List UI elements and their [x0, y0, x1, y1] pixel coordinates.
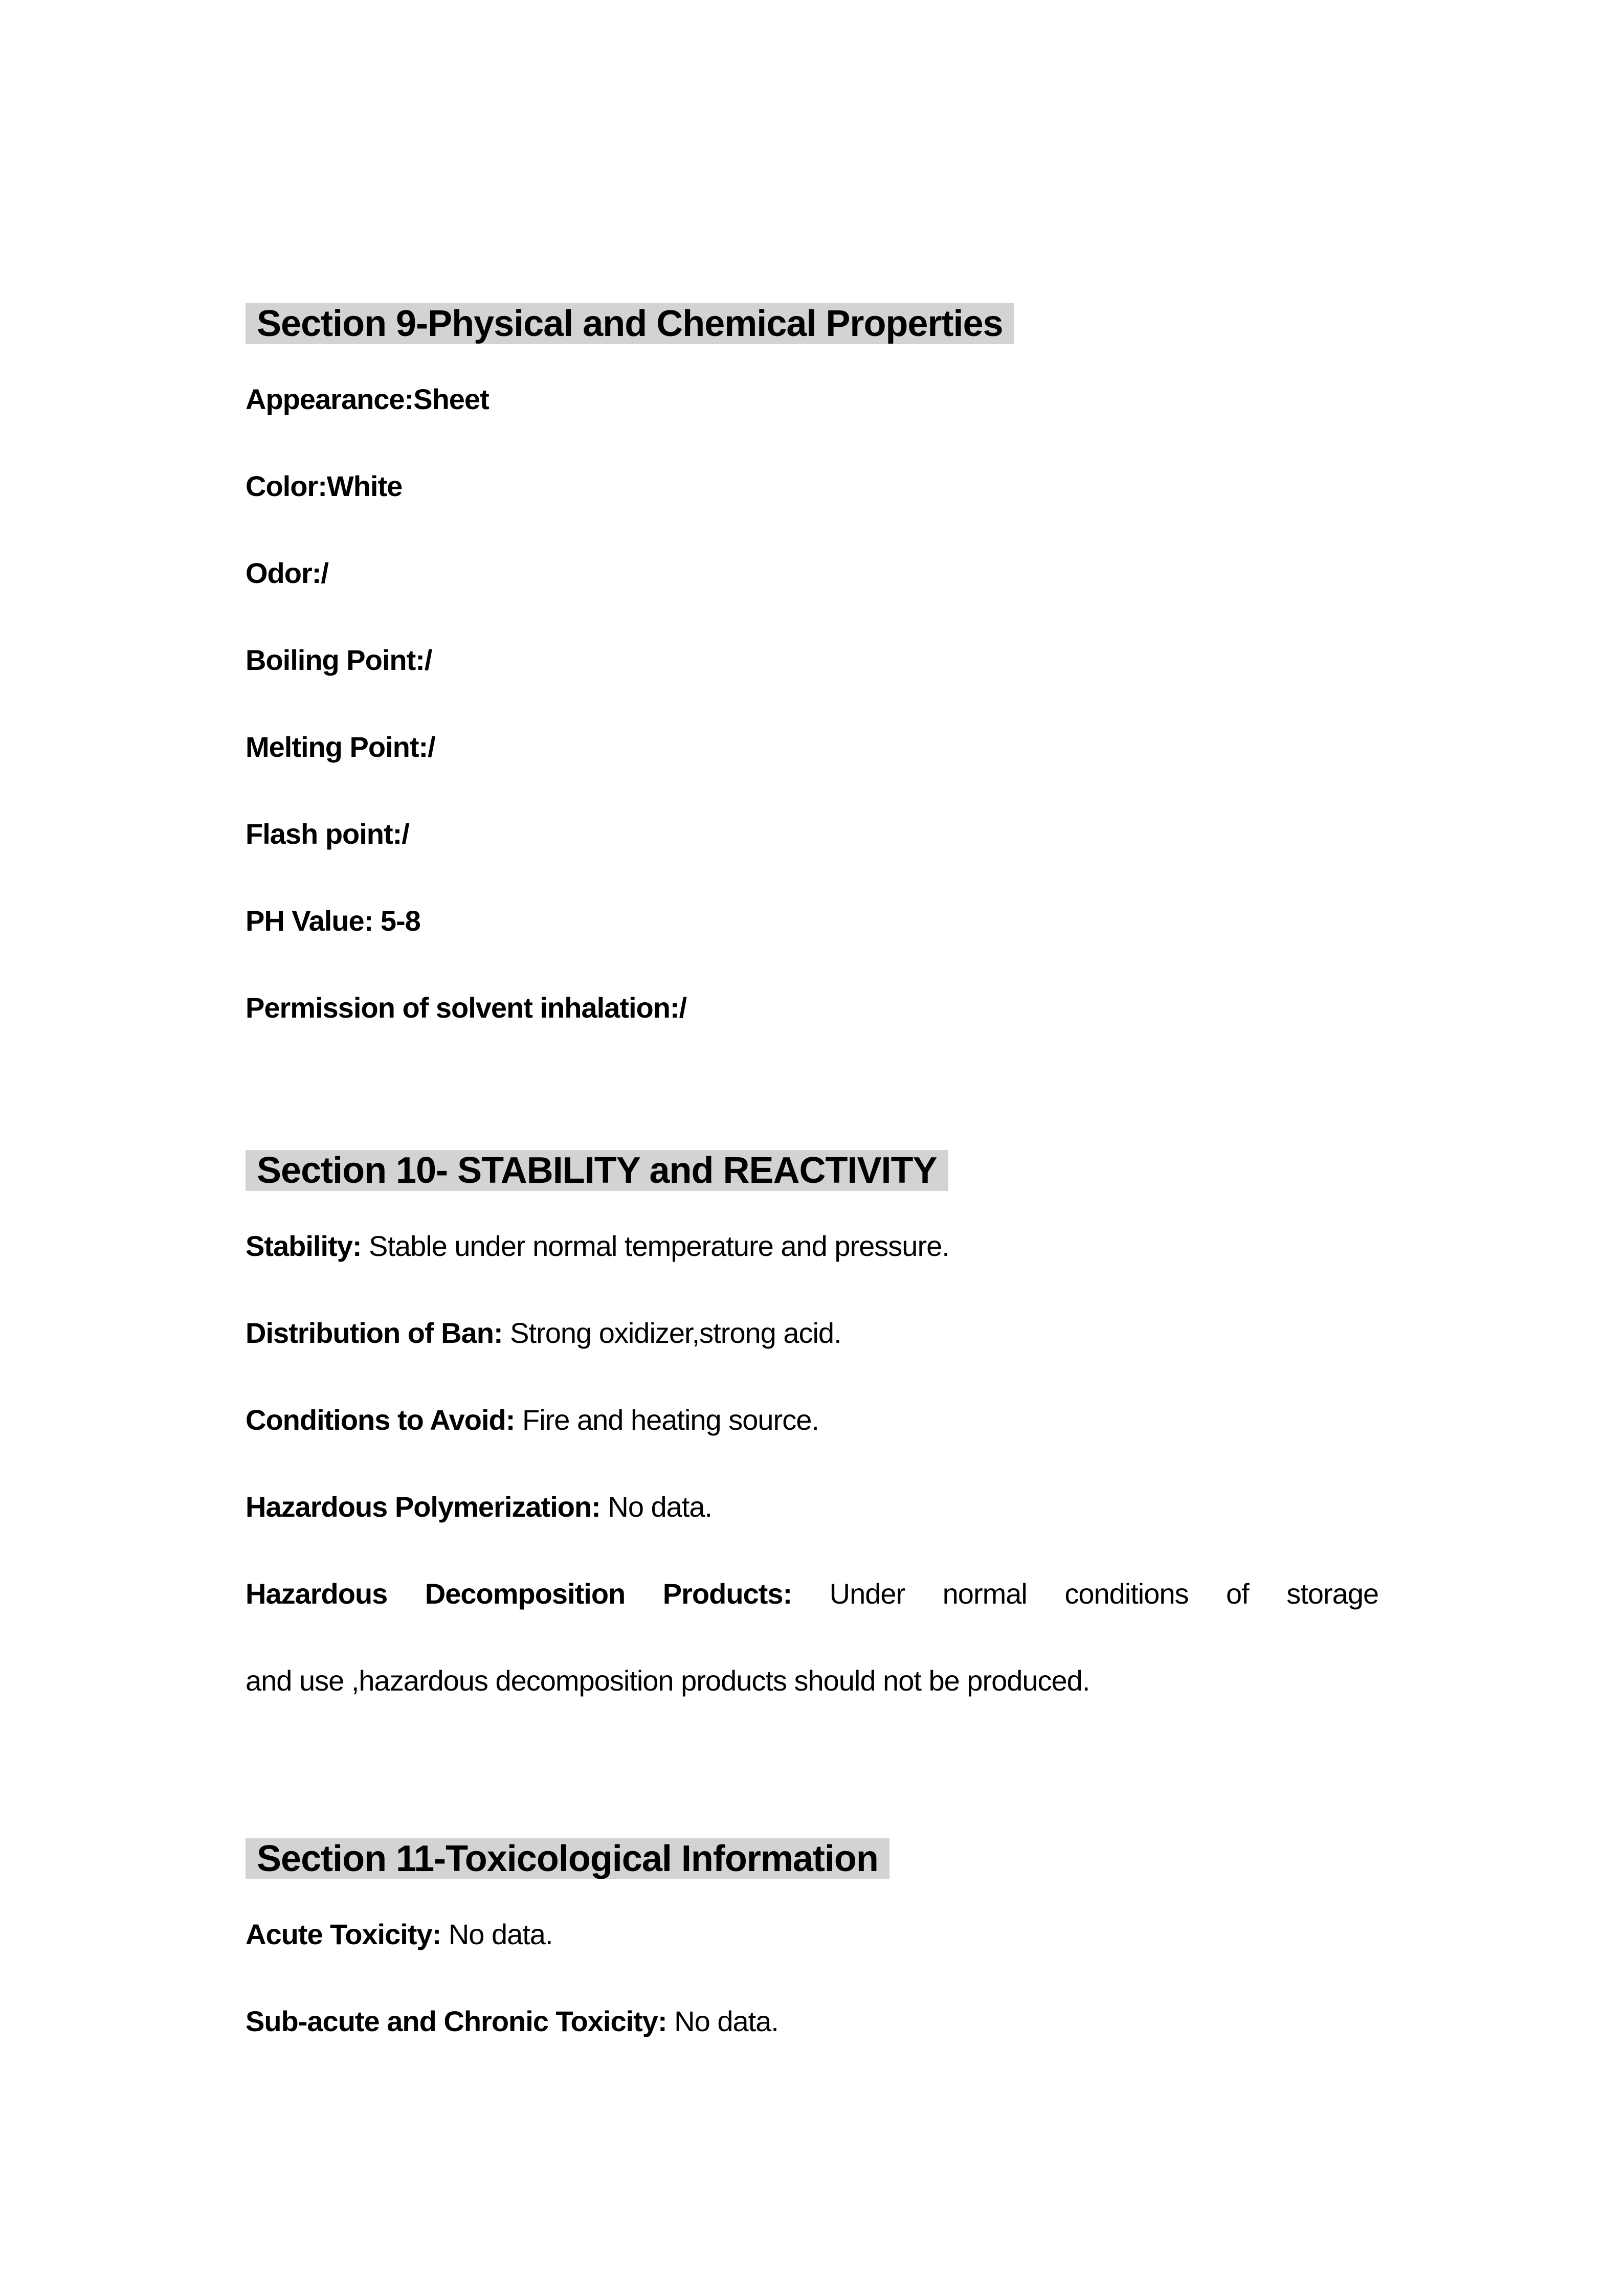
property-line-ph-value: PH Value: 5-8 [246, 905, 420, 937]
hazardous-polymerization-value: No data. [608, 1491, 713, 1523]
property-line-solvent-inhalation: Permission of solvent inhalation:/ [246, 992, 687, 1024]
hazardous-decomposition-line-2: and use ,hazardous decomposition products should not be produced. [246, 1664, 1090, 1697]
distribution-of-ban-label: Distribution of Ban: [246, 1317, 503, 1349]
property-line-boiling-point: Boiling Point:/ [246, 644, 432, 676]
section-10-heading-text: Section 10- STABILITY and REACTIVITY [246, 1150, 948, 1191]
section-9-heading [246, 291, 1378, 356]
sub-acute-chronic-toxicity-line [246, 1978, 1378, 2065]
hazardous-polymerization-line [246, 1464, 1378, 1550]
property-line-odor: Odor:/ [246, 557, 328, 589]
property-line-appearance: Appearance:Sheet [246, 383, 489, 415]
stability-value: Stable under normal temperature and pressure. [369, 1230, 949, 1262]
sub-acute-chronic-toxicity-value: No data. [674, 2005, 778, 2037]
stability-line [246, 1203, 1378, 1290]
hazardous-decomposition-paragraph [246, 1550, 1378, 1724]
hazardous-decomposition-value-1: Under normal conditions of storage [829, 1578, 1378, 1610]
section-11-heading-text: Section 11-Toxicological Information [246, 1838, 889, 1879]
section-11-heading [246, 1827, 1378, 1891]
conditions-to-avoid-label: Conditions to Avoid: [246, 1404, 515, 1436]
hazardous-decomposition-label: Hazardous Decomposition Products: [246, 1578, 792, 1610]
conditions-to-avoid-line [246, 1377, 1378, 1464]
section-10-heading [246, 1138, 1378, 1203]
hazardous-polymerization-label: Hazardous Polymerization: [246, 1491, 600, 1523]
sub-acute-chronic-toxicity-label: Sub-acute and Chronic Toxicity: [246, 2005, 667, 2037]
acute-toxicity-value: No data. [448, 1918, 553, 1950]
section-9-heading-text: Section 9-Physical and Chemical Properties [246, 303, 1014, 344]
conditions-to-avoid-value: Fire and heating source. [522, 1404, 819, 1436]
property-line-color: Color:White [246, 470, 403, 502]
acute-toxicity-line [246, 1891, 1378, 1978]
stability-label: Stability: [246, 1230, 362, 1262]
property-line-melting-point: Melting Point:/ [246, 731, 435, 763]
distribution-of-ban-value: Strong oxidizer,strong acid. [510, 1317, 841, 1349]
property-line-flash-point: Flash point:/ [246, 818, 409, 850]
hazardous-decomposition-line-1 [246, 1550, 1378, 1637]
acute-toxicity-label: Acute Toxicity: [246, 1918, 441, 1950]
distribution-of-ban-line [246, 1290, 1378, 1377]
